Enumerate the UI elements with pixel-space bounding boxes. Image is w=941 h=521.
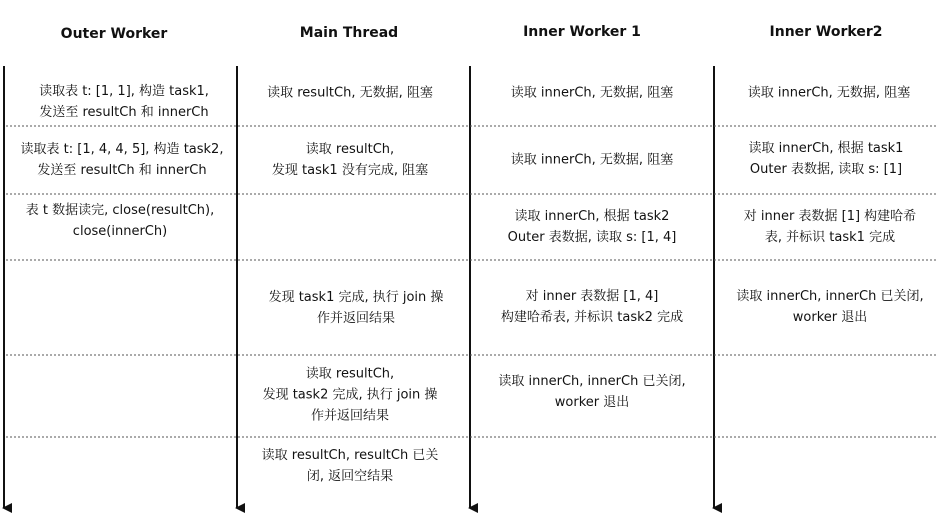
main-step-5: 读取 resultCh, resultCh 已关 闭, 返回空结果 (261, 448, 439, 484)
inner1-step-3: 读取 innerCh, 根据 task2 Outer 表数据, 读取 s: [1, 4] (507, 209, 677, 245)
header-main-thread: Main Thread (299, 25, 399, 41)
header-inner-worker-1: Inner Worker 1 (523, 24, 641, 40)
inner1-step-2: 读取 innerCh, 无数据, 阻塞 (510, 152, 674, 168)
inner2-step-4: 读取 innerCh, innerCh 已关闭, worker 退出 (736, 289, 924, 325)
header-outer-worker: Outer Worker (60, 26, 168, 42)
outer-step-1: 读取表 t: [1, 1], 构造 task1, 发送至 resultCh 和 innerCh (39, 84, 209, 120)
inner2-step-1: 读取 innerCh, 无数据, 阻塞 (747, 85, 911, 101)
outer-step-3: 表 t 数据读完, close(resultCh), close(innerCh) (25, 203, 215, 239)
header-inner-worker-2: Inner Worker2 (769, 24, 883, 40)
main-step-4: 读取 resultCh, 发现 task2 完成, 执行 join 操 作并返回结果 (262, 366, 438, 424)
main-step-1: 读取 resultCh, 无数据, 阻塞 (267, 85, 433, 101)
inner2-step-2: 读取 innerCh, 根据 task1 Outer 表数据, 读取 s: [1] (748, 141, 904, 177)
inner1-step-1: 读取 innerCh, 无数据, 阻塞 (510, 85, 674, 101)
inner2-step-3: 对 inner 表数据 [1] 构建哈希 表, 并标识 task1 完成 (743, 209, 917, 245)
inner1-step-4: 对 inner 表数据 [1, 4] 构建哈希表, 并标识 task2 完成 (500, 289, 684, 325)
main-step-2: 读取 resultCh, 发现 task1 没有完成, 阻塞 (271, 142, 429, 178)
main-step-3: 发现 task1 完成, 执行 join 操 作并返回结果 (268, 290, 444, 326)
outer-step-2: 读取表 t: [1, 4, 4, 5], 构造 task2, 发送至 resultCh 和 innerCh (20, 142, 224, 178)
inner1-step-5: 读取 innerCh, innerCh 已关闭, worker 退出 (498, 374, 686, 410)
